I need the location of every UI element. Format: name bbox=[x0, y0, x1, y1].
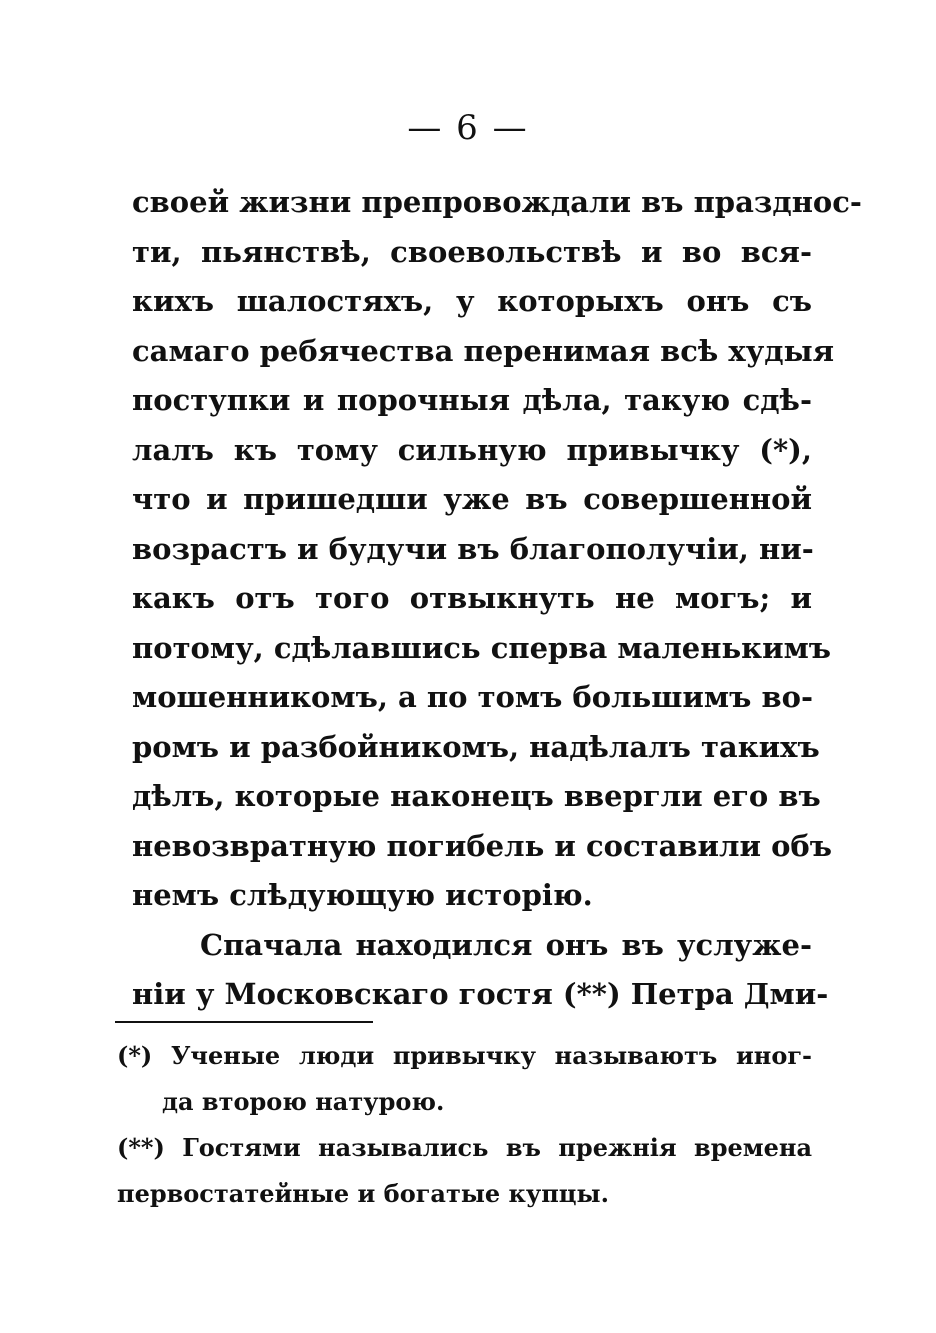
footnote-rule bbox=[115, 1021, 373, 1023]
text-line: какъ отъ того отвыкнуть не могъ; и bbox=[132, 581, 812, 615]
footnote-line: да второю натурою. bbox=[162, 1087, 445, 1116]
page-number: — 6 — bbox=[407, 108, 529, 148]
text-line: мошенникомъ, а по томъ большимъ во- bbox=[132, 680, 813, 714]
text-line: ти, пьянствѣ, своевольствѣ и во вся- bbox=[132, 234, 812, 269]
text-line: поступки и порочныя дѣла, такую сдѣ- bbox=[132, 383, 812, 417]
text-line: что и пришедши уже въ совершенной bbox=[132, 482, 812, 516]
text-line: самаго ребячества перенимая всѣ худыя bbox=[132, 333, 835, 368]
text-line: возрастъ и будучи въ благополучіи, ни- bbox=[132, 531, 814, 566]
main-text bbox=[132, 178, 862, 1020]
text-line: своей жизни препровождали въ празднос- bbox=[132, 185, 862, 219]
text-line: Спачала находился онъ въ услуже- bbox=[200, 927, 812, 962]
text-line: кихъ шалостяхъ, у которыхъ онъ съ bbox=[132, 284, 812, 318]
footnote-line: первостатейные и богатые купцы. bbox=[117, 1179, 609, 1208]
text-line: лалъ къ тому сильную привычку (*), bbox=[132, 432, 812, 467]
footnote-line: (**) Гостями назывались въ прежнія времена bbox=[117, 1133, 812, 1162]
footnotes bbox=[117, 1033, 812, 1217]
text-line: немъ слѣдующую исторію. bbox=[132, 878, 593, 912]
text-line: ромъ и разбойникомъ, надѣлалъ такихъ bbox=[132, 729, 820, 764]
text-line: ніи у Московскаго гостя (**) Петра Дми- bbox=[132, 977, 829, 1011]
footnote-line: (*) Ученые люди привычку называютъ иног- bbox=[117, 1041, 812, 1070]
text-line: дѣлъ, которые наконецъ ввергли его въ bbox=[132, 779, 821, 813]
text-line: невозвратную погибель и составили объ bbox=[132, 828, 833, 863]
text-line: потому, сдѣлавшись сперва маленькимъ bbox=[132, 630, 832, 665]
